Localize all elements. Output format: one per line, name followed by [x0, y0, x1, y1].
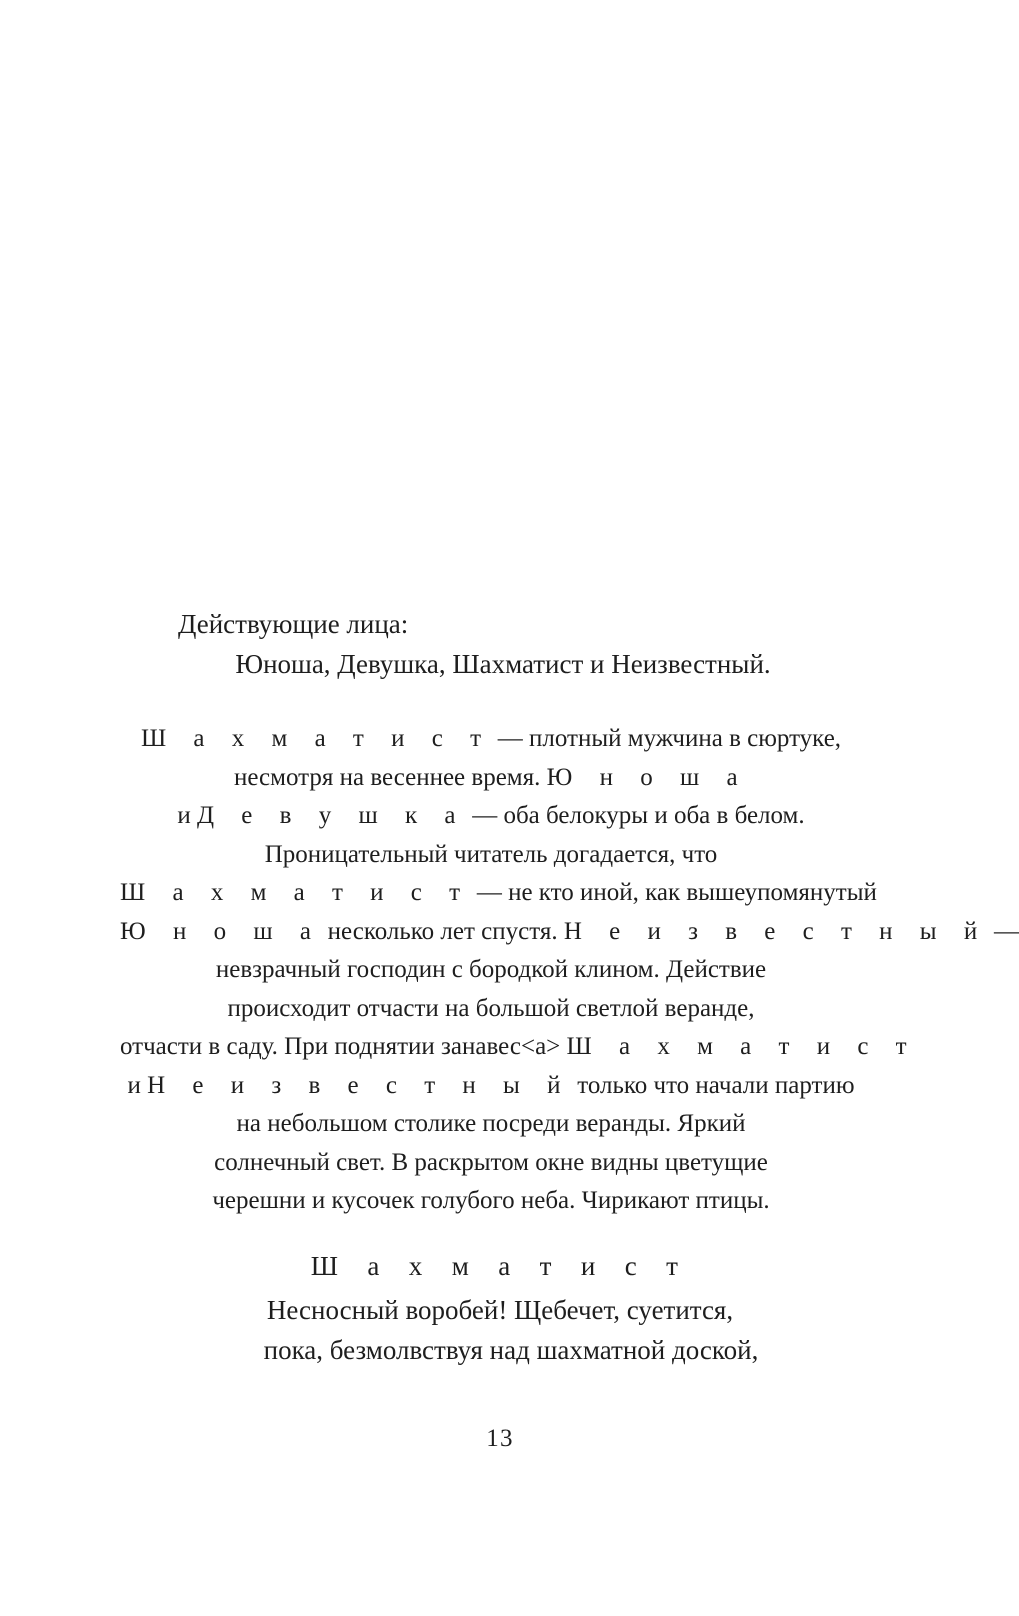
stage-direction-line [120, 990, 862, 1029]
stage-direction-line [120, 913, 1019, 952]
verse-block [0, 1290, 1000, 1370]
cast-heading: Действующие лица: [178, 609, 409, 639]
stage-text: солнечный свет. В раскрытом окне видны цветущие [214, 1148, 768, 1176]
verse-line: Несносный воробей! Щебечет, суетится, [266, 1295, 734, 1325]
stage-text: отчасти в саду. При поднятии занавес<а> [120, 1033, 567, 1060]
stage-direction-line [120, 797, 862, 836]
character-name: Ш а х м а т и с т [120, 879, 471, 906]
verse-line: пока, безмолвствуя над шахматной доской, [263, 1335, 759, 1365]
page-number: 13 [486, 1425, 514, 1452]
stage-text: только что начали партию [570, 1071, 855, 1099]
stage-direction-line [120, 874, 877, 913]
stage-direction-line [120, 1028, 918, 1067]
character-name: Ш а х м а т и с т [140, 725, 492, 752]
stage-direction [120, 720, 1019, 1221]
stage-direction-line [120, 1144, 862, 1183]
stage-text: и [177, 802, 197, 829]
stage-text: — плотный мужчина в сюртуке, [491, 725, 842, 752]
stage-direction-line [120, 720, 862, 759]
cast-list: Юноша, Девушка, Шахматист и Неизвестный. [235, 649, 771, 679]
character-name: Ю н о ш а [546, 763, 749, 791]
stage-text: черешни и кусочек голубого неба. Чирикают птицы. [212, 1187, 770, 1214]
stage-text: — оба белокуры и оба в белом. [465, 802, 805, 829]
stage-direction-line [120, 1105, 862, 1144]
stage-text: невзрачный господин с бородкой клином. Действие [215, 956, 767, 983]
stage-text: — не кто иной, как вышеупомянутый [470, 879, 877, 906]
stage-direction-line [120, 1182, 862, 1221]
stage-direction-line [120, 759, 862, 798]
character-name: Д е в у ш к а [197, 802, 466, 829]
character-name: Н е и з в е с т н ы й [147, 1071, 571, 1099]
character-name: Ш а х м а т и с т [566, 1033, 918, 1060]
stage-text: несмотря на весеннее время. [233, 763, 547, 791]
stage-text: несколько лет спустя. [321, 917, 564, 945]
stage-text: Проницательный читатель догадается, что [264, 840, 718, 868]
stage-text: — [987, 917, 1019, 945]
stage-text: и [127, 1071, 148, 1099]
stage-text: на небольшом столике посреди веранды. Яркий [236, 1110, 746, 1137]
character-name: Ю н о ш а [120, 917, 322, 945]
stage-direction-line [120, 1067, 862, 1106]
stage-direction-line [120, 836, 862, 875]
character-name: Н е и з в е с т н ы й [563, 917, 988, 945]
stage-direction-line [120, 951, 862, 990]
stage-text: происходит отчасти на большой светлой веранде, [227, 994, 755, 1022]
speaker-name: Ш а х м а т и с т [310, 1251, 690, 1281]
